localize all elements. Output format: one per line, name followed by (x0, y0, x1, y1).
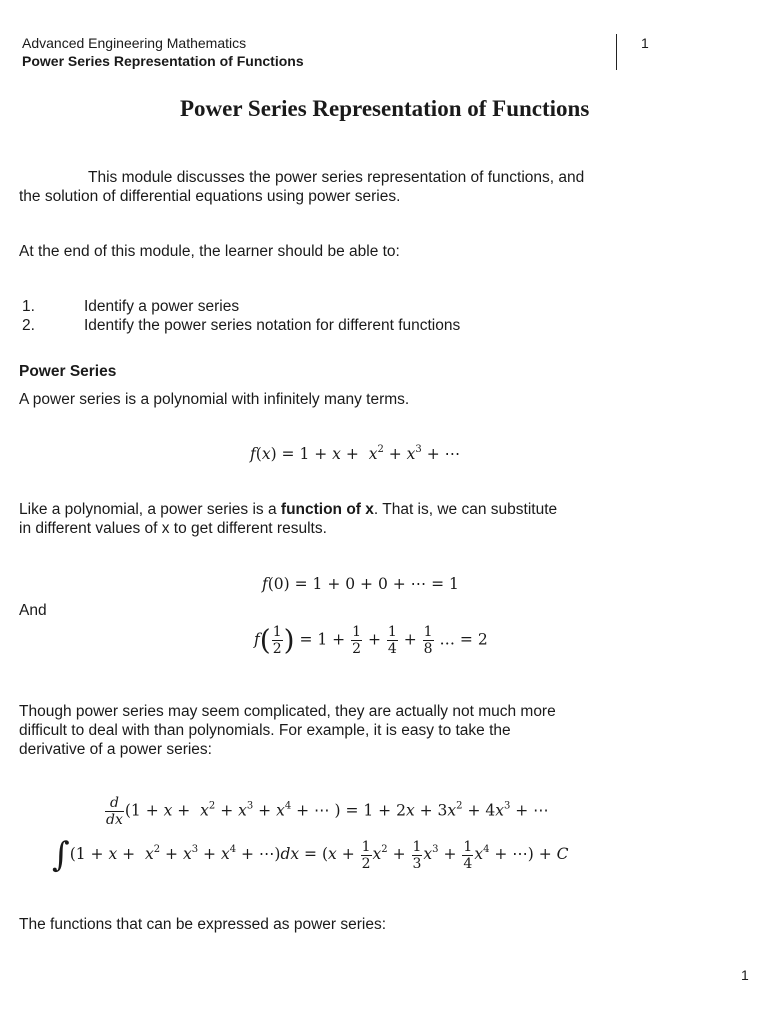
equation-integral: $\int(1 + x + x^2 + x^3 + x^4$ + ⋯)dx = (x + $\frac{1}{2}$ $x^2$ + $\frac{1}{3}$ $x^3$ + $\frac{1}{4}$ $x^4$ + ⋯) + C (52, 835, 569, 875)
header-divider (616, 34, 617, 70)
though-line-1: Though power series may seem complicated, they are actually not much more (19, 703, 556, 720)
objective-number: 1. (22, 298, 35, 315)
objective-item (22, 316, 35, 336)
though-line-3: derivative of a power series: (19, 741, 212, 758)
equation-f-zero: f(0) = 1 + 0 + 0 + ⋯ = 1 (262, 575, 459, 593)
like-polynomial-line-1 (19, 500, 557, 520)
equation-derivative: $\frac{d}{dx}$ ($1 + x + x^2 + x^3 + x^4$ + ⋯ ) = $1 + 2x + 3x^2 + 4x^3$ + ⋯ (106, 795, 549, 828)
like-poly-post: . That is, we can substitute (373, 501, 558, 518)
definition-text: A power series is a polynomial with infinitely many terms. (19, 391, 410, 408)
footer-page-number: 1 (741, 967, 749, 983)
like-poly-bold: function of x (280, 501, 374, 518)
header-topic: Power Series Representation of Functions (22, 53, 304, 69)
intro-line-2: the solution of differential equations using power series. (19, 188, 401, 205)
though-line-2: difficult to deal with than polynomials. For example, it is easy to take the (19, 722, 511, 739)
objective-text: Identify a power series (84, 298, 240, 315)
and-label: And (19, 602, 47, 619)
header-page-number: 1 (641, 35, 649, 51)
intro-line-1: This module discusses the power series representation of functions, and (88, 169, 585, 186)
objective-number: 2. (22, 317, 35, 334)
objective-item (22, 297, 35, 317)
objective-text: Identify the power series notation for different functions (84, 317, 461, 334)
equation-f-half: f( $\frac{1}{2}$ ) = 1 + $\frac{1}{2}$ + $\frac{1}{4}$ + $\frac{1}{8}$ … = 2 (254, 623, 488, 657)
page-title: Power Series Representation of Functions (180, 96, 590, 121)
header-course: Advanced Engineering Mathematics (22, 35, 247, 51)
like-polynomial-line-2: in different values of x to get different results. (19, 520, 327, 537)
equation-power-series: $f(x) = 1 + x + x^2 + x^3$ + ⋯ (250, 444, 461, 463)
section-heading: Power Series (19, 363, 117, 380)
objectives-lead: At the end of this module, the learner should be able to: (19, 243, 400, 260)
closing-text: The functions that can be expressed as power series: (19, 916, 387, 933)
like-poly-pre: Like a polynomial, a power series is a (19, 501, 281, 518)
